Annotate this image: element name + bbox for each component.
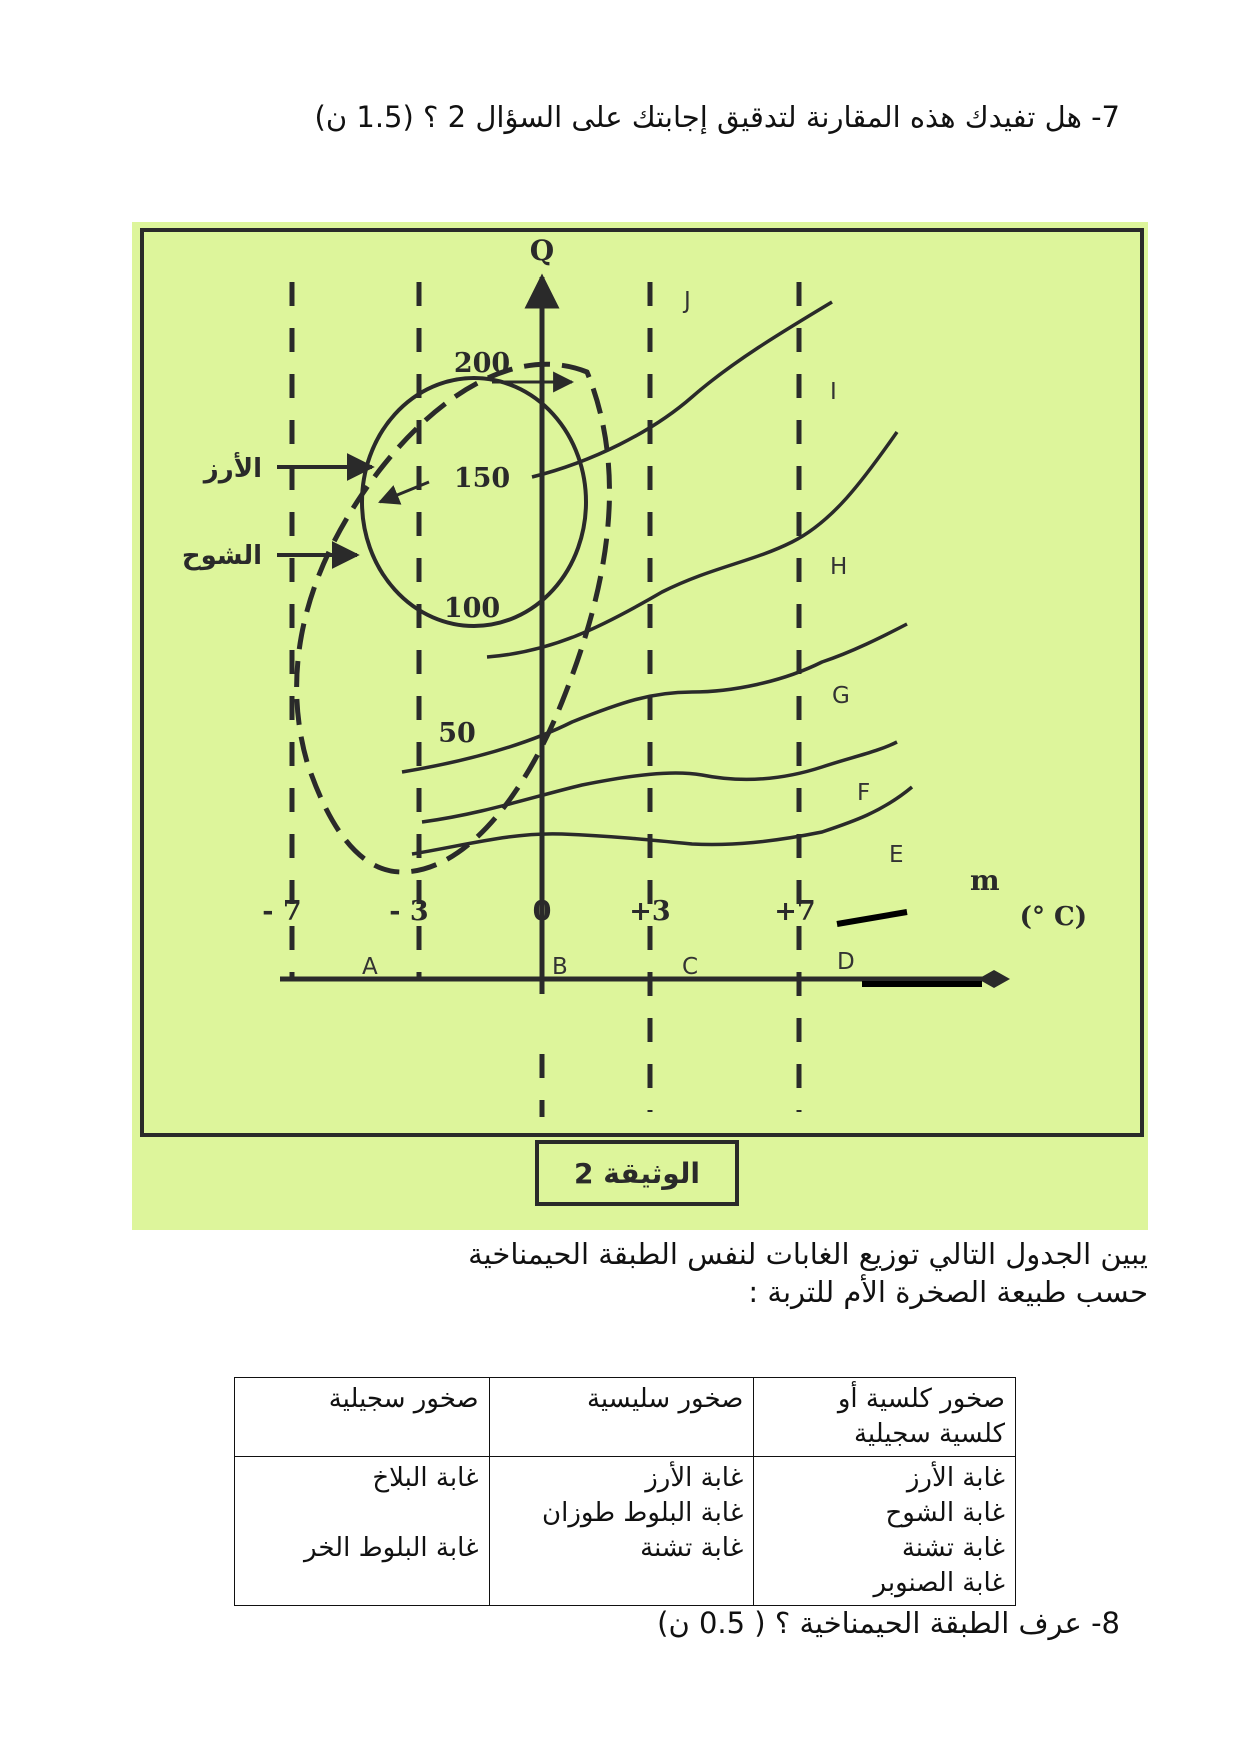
x-tick-minus3: - 3	[389, 896, 429, 927]
list-item: غابة الشوح	[885, 1498, 1005, 1528]
intro-line-1: يبين الجدول التالي توزيع الغابات لنفس الطبقة الحيمناخية	[468, 1237, 1148, 1271]
figure-frame	[142, 230, 1142, 1135]
intro-paragraph	[248, 1235, 1148, 1311]
cell-siliceous-forests	[489, 1457, 754, 1606]
cell-calcareous-forests	[754, 1457, 1016, 1606]
x-tick-plus7: +7	[774, 896, 816, 927]
cell-shale-forests	[235, 1457, 490, 1606]
y-tick-150: 150	[453, 463, 511, 494]
figure-caption: الوثيقة 2	[574, 1157, 700, 1190]
soil-forest-table	[234, 1377, 1016, 1606]
curve-e	[412, 787, 912, 854]
zone-label-a: A	[362, 954, 378, 980]
x-unit: (° C)	[1019, 902, 1087, 932]
solid-circle	[362, 378, 586, 626]
x-tick-plus3: +3	[629, 896, 671, 927]
question-8: 8- عرف الطبقة الحيمناخية ؟ ( 0.5 ن)	[657, 1606, 1120, 1640]
zone-label-d: D	[837, 949, 855, 975]
climagram-figure	[132, 222, 1148, 1230]
y-axis-label: Q	[529, 234, 555, 267]
marker-stroke-f	[837, 912, 907, 924]
x-axis-label: m	[970, 864, 1000, 897]
curve-f	[422, 742, 897, 822]
list-item: غابة البلوط الخر	[304, 1533, 479, 1563]
table-header-row	[235, 1378, 1016, 1457]
label-fir: الشوح	[181, 541, 262, 571]
header-siliceous: صخور سليسية	[489, 1378, 754, 1457]
header-shale: صخور سجيلية	[235, 1378, 490, 1457]
list-item: غابة الصنوبر	[873, 1568, 1005, 1598]
y-tick-100: 100	[443, 593, 501, 624]
table-row	[235, 1457, 1016, 1606]
curve-label-i: I	[830, 379, 837, 405]
arrow-150	[380, 482, 429, 502]
zone-label-c: C	[682, 954, 699, 980]
x-tick-zero: 0	[532, 896, 552, 927]
list-item	[245, 1496, 479, 1531]
x-tick-minus7: - 7	[262, 896, 302, 927]
curve-label-f: F	[857, 780, 871, 806]
list-item: غابة الأرز	[906, 1463, 1005, 1493]
intro-line-2: حسب طبيعة الصخرة الأم للتربة :	[748, 1275, 1148, 1309]
curve-label-e: E	[889, 842, 904, 868]
label-cedar: الأرز	[203, 454, 262, 484]
curve-label-h: H	[830, 554, 848, 580]
list-item: غابة تشنة	[901, 1533, 1005, 1563]
list-item: غابة البلاخ	[372, 1463, 479, 1493]
curve-h	[487, 432, 897, 657]
climagram-svg	[132, 222, 1148, 1230]
curve-label-g: G	[832, 683, 850, 709]
list-item: غابة تشنة	[640, 1533, 744, 1563]
question-7: 7- هل تفيدك هذه المقارنة لتدقيق إجابتك على السؤال 2 ؟ (1.5 ن)	[314, 100, 1120, 134]
header-calcareous: صخور كلسية أو كلسية سجيلية	[754, 1378, 1016, 1457]
list-item: غابة البلوط طوزان	[542, 1498, 744, 1528]
x-axis-arrowhead	[978, 970, 1010, 988]
zone-label-b: B	[552, 954, 568, 980]
list-item: غابة الأرز	[645, 1463, 744, 1493]
y-tick-50: 50	[438, 718, 476, 749]
curve-label-j: J	[684, 288, 691, 314]
y-tick-200: 200	[453, 348, 511, 379]
